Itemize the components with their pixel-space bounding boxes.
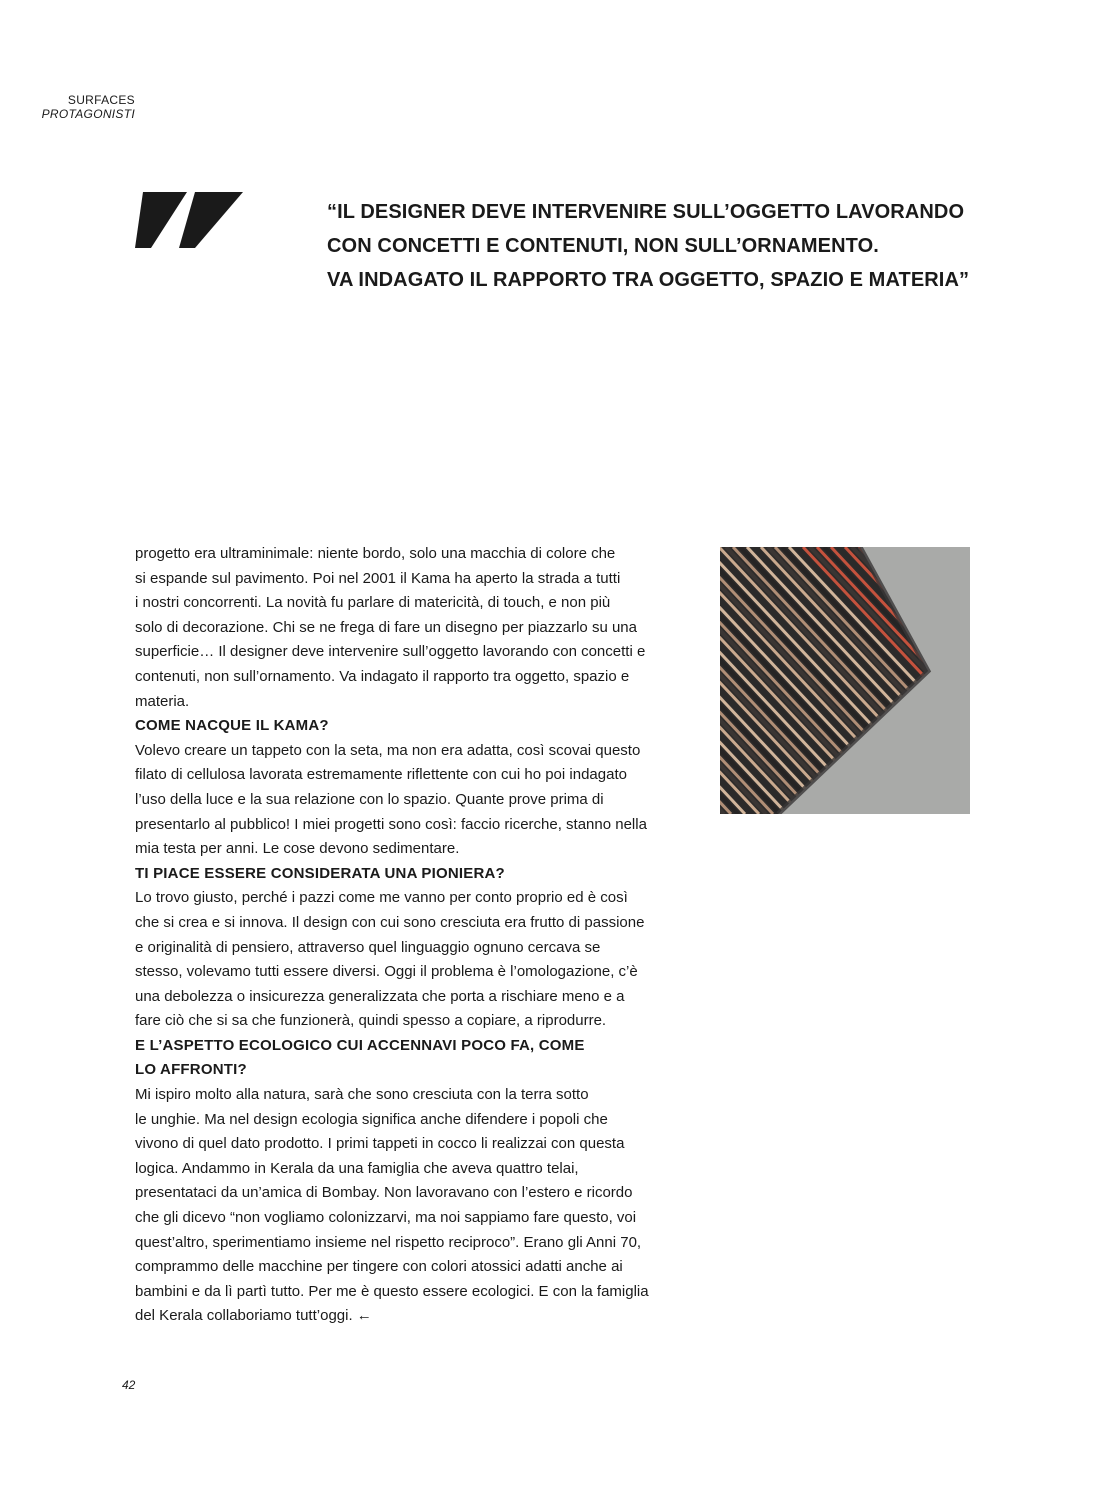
interview-question <box>135 1058 695 1083</box>
body-line <box>135 591 695 616</box>
pull-quote-line: CON CONCETTI E CONTENUTI, NON SULL’ORNAMENTO. <box>327 235 879 257</box>
body-line <box>135 1009 695 1034</box>
line-text: che gli dicevo “non vogliamo colonizzarvi, ma noi sappiamo fare questo, voi <box>135 1209 637 1227</box>
end-arrow-icon: ← <box>356 1307 372 1325</box>
section-label <box>42 93 135 121</box>
body-line <box>135 886 695 911</box>
article-body <box>135 542 695 1329</box>
line-text: Lo trovo giusto, perché i pazzi come me vanno per conto proprio ed è così <box>135 889 628 907</box>
line-text: comprammo delle macchine per tingere con colori atossici adatti anche ai <box>135 1258 623 1276</box>
line-text: che si crea e si innova. Il design con cui sono cresciuta era frutto di passione <box>135 913 645 931</box>
line-text: stesso, volevamo tutti essere diversi. Oggi il problema è l’omologazione, c’è <box>135 963 638 981</box>
body-line <box>135 1132 695 1157</box>
body-line <box>135 1231 695 1256</box>
body-line <box>135 936 695 961</box>
interview-question <box>135 1034 695 1059</box>
line-text: e originalità di pensiero, attraverso quel linguaggio ognuno cercava se <box>135 938 601 956</box>
line-text: bambini e da lì partì tutto. Per me è questo essere ecologici. E con la famiglia <box>135 1282 649 1300</box>
body-line <box>135 813 695 838</box>
line-text: si espande sul pavimento. Poi nel 2001 il Kama ha aperto la strada a tutti <box>135 569 621 587</box>
body-line <box>135 985 695 1010</box>
body-line <box>135 1206 695 1231</box>
line-text: E L’ASPETTO ECOLOGICO CUI ACCENNAVI POCO FA, COME <box>135 1036 585 1054</box>
subsection-title: PROTAGONISTI <box>41 107 135 121</box>
line-text: contenuti, non sull’ornamento. Va indagato il rapporto tra oggetto, spazio e <box>135 667 630 685</box>
body-line <box>135 739 695 764</box>
page-number: 42 <box>122 1378 136 1392</box>
body-line <box>135 567 695 592</box>
body-line <box>135 1304 695 1329</box>
body-line <box>135 616 695 641</box>
line-text: Volevo creare un tappeto con la seta, ma non era adatta, così scovai questo <box>135 741 641 759</box>
body-line <box>135 1181 695 1206</box>
quote-mark-icon <box>135 192 243 248</box>
pull-quote <box>327 195 1027 297</box>
body-line <box>135 1108 695 1133</box>
body-line <box>135 1083 695 1108</box>
line-text: mia testa per anni. Le cose devono sedimentare. <box>135 840 460 858</box>
line-text: TI PIACE ESSERE CONSIDERATA UNA PIONIERA? <box>135 864 505 882</box>
body-line <box>135 690 695 715</box>
rug-image <box>720 547 970 814</box>
section-title: SURFACES <box>67 93 135 107</box>
line-text: presentarlo al pubblico! I miei progetti sono così: faccio ricerche, stanno nella <box>135 815 647 833</box>
body-line <box>135 1157 695 1182</box>
line-text: i nostri concorrenti. La novità fu parlare di matericità, di touch, e non più <box>135 594 611 612</box>
body-line <box>135 665 695 690</box>
line-text: una debolezza o insicurezza generalizzata che porta a rischiare meno e a <box>135 987 625 1005</box>
line-text: le unghie. Ma nel design ecologia significa anche difendere i popoli che <box>135 1110 608 1128</box>
interview-question <box>135 714 695 739</box>
body-line <box>135 1255 695 1280</box>
line-text: vivono di quel dato prodotto. I primi tappeti in cocco li realizzai con questa <box>135 1135 625 1153</box>
body-line <box>135 542 695 567</box>
line-text: LO AFFRONTI? <box>135 1061 247 1079</box>
line-text: fare ciò che si sa che funzionerà, quindi spesso a copiare, a riprodurre. <box>135 1012 607 1030</box>
body-line <box>135 837 695 862</box>
body-line <box>135 640 695 665</box>
line-text: del Kerala collaboriamo tutt’oggi. <box>135 1307 353 1325</box>
line-text: progetto era ultraminimale: niente bordo, solo una macchia di colore che <box>135 545 616 562</box>
line-text: filato di cellulosa lavorata estremamente riflettente con cui ho poi indagato <box>135 766 627 784</box>
body-line <box>135 763 695 788</box>
line-text: superficie… Il designer deve intervenire sull’oggetto lavorando con concetti e <box>135 643 646 661</box>
line-text: COME NACQUE IL KAMA? <box>135 717 329 735</box>
line-text: solo di decorazione. Chi se ne frega di fare un disegno per piazzarlo su una <box>135 618 637 636</box>
pull-quote-line: VA INDAGATO IL RAPPORTO TRA OGGETTO, SPAZIO E MATERIA” <box>327 269 970 291</box>
line-text: l’uso della luce e la sua relazione con lo spazio. Quante prove prima di <box>135 790 604 808</box>
body-line <box>135 911 695 936</box>
line-text: materia. <box>135 692 190 710</box>
body-line <box>135 788 695 813</box>
line-text: logica. Andammo in Kerala da una famiglia che aveva quattro telai, <box>135 1159 579 1177</box>
body-line <box>135 1280 695 1305</box>
pull-quote-line: “IL DESIGNER DEVE INTERVENIRE SULL’OGGETTO LAVORANDO <box>327 201 965 223</box>
body-line <box>135 960 695 985</box>
line-text: presentataci da un’amica di Bombay. Non lavoravano con l’estero e ricordo <box>135 1184 633 1202</box>
interview-question <box>135 862 695 887</box>
rug-photo <box>720 547 970 814</box>
line-text: Mi ispiro molto alla natura, sarà che sono cresciuta con la terra sotto <box>135 1086 589 1104</box>
line-text: quest’altro, sperimentiamo insieme nel rispetto reciproco”. Erano gli Anni 70, <box>135 1233 642 1251</box>
